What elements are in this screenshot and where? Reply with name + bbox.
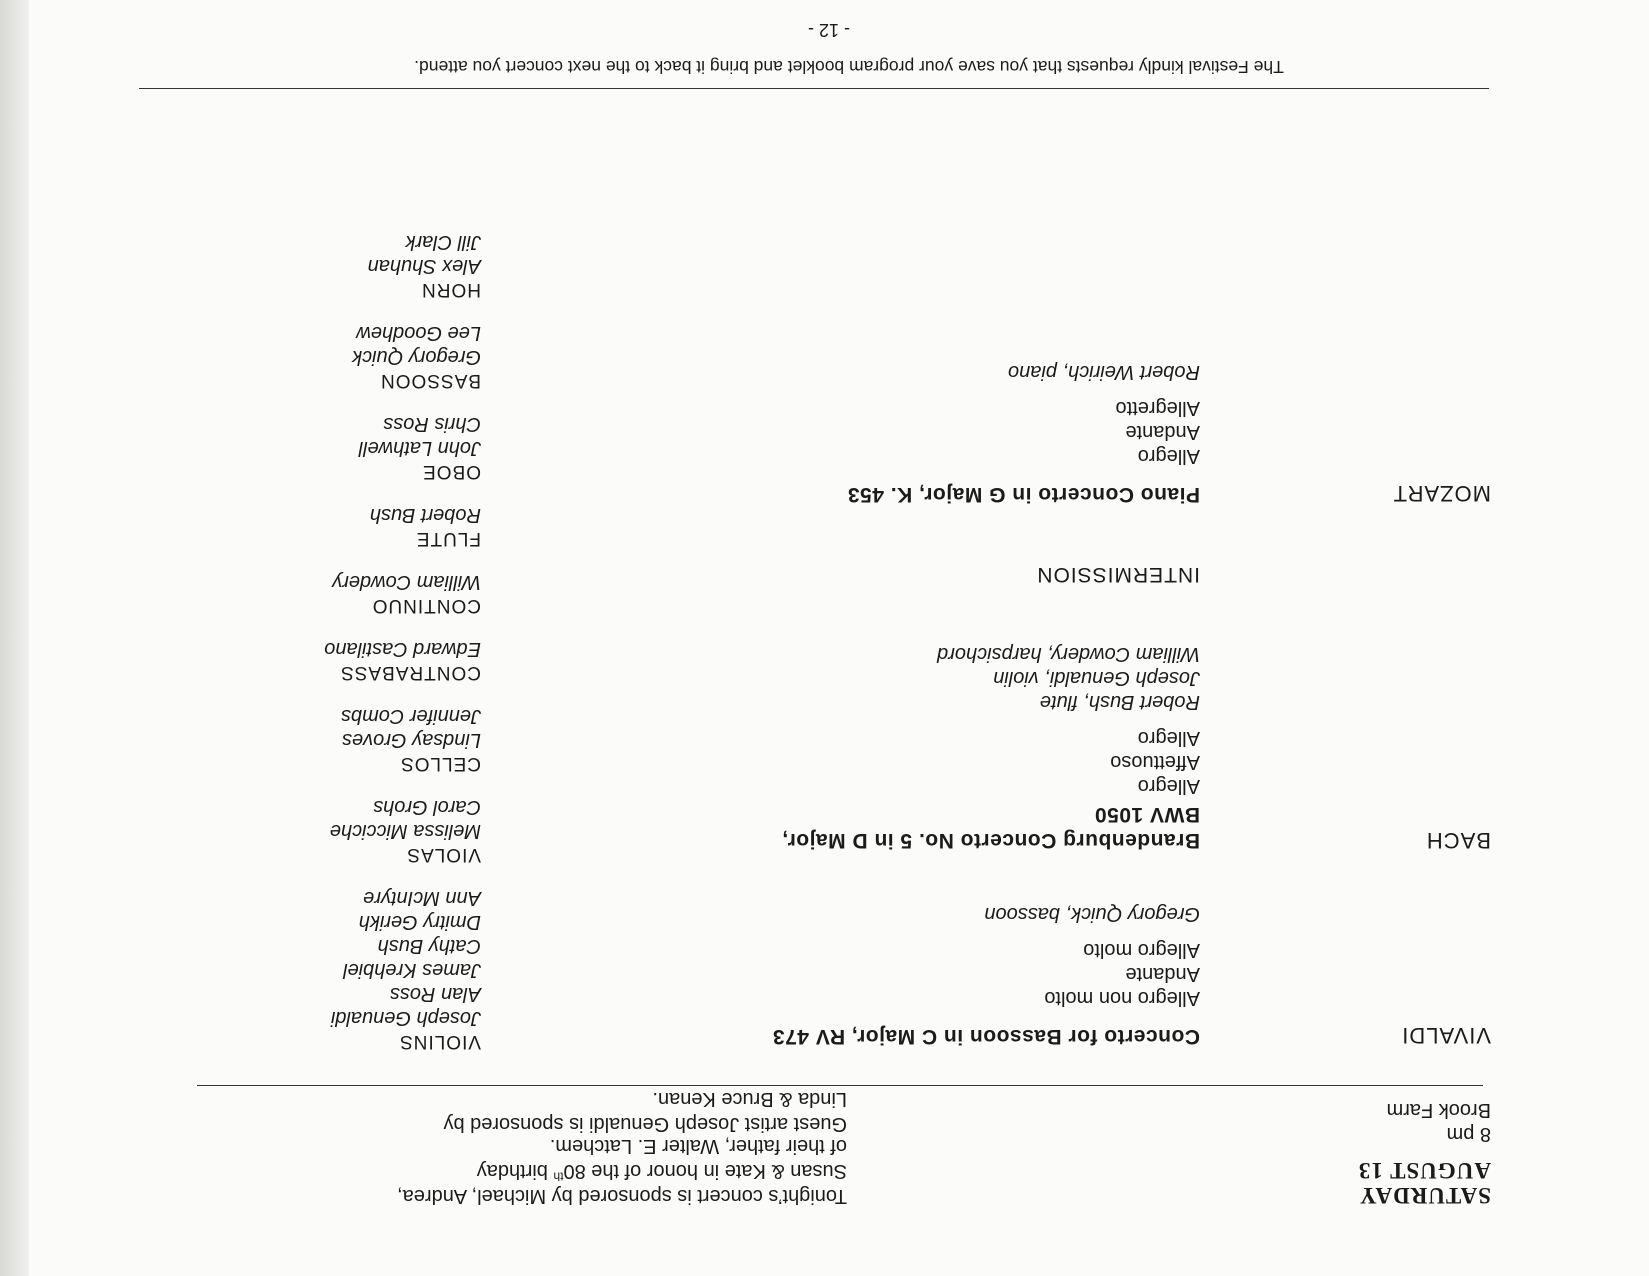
sponsor-line-3: of their father, Walter E. Latchem. bbox=[549, 1135, 847, 1157]
orchestra-roster bbox=[191, 209, 481, 1052]
footer-rule bbox=[139, 88, 1489, 89]
soloist: Joseph Genualdi, violin bbox=[993, 667, 1200, 689]
guest-line-1: Guest artist Joseph Genualdi is sponsored by bbox=[443, 1113, 847, 1135]
roster-section-violas bbox=[191, 795, 481, 865]
soloist-mozart: Robert Weirich, piano bbox=[1008, 361, 1200, 383]
musician: Dmitry Gerikh bbox=[358, 911, 481, 933]
movement: Andante bbox=[1125, 963, 1200, 985]
composer-vivaldi: VIVALDI bbox=[1401, 1023, 1491, 1048]
section-title: VIOLAS bbox=[406, 844, 481, 865]
sponsor-line-2-text: Susan & Kate in honor of the 80 bbox=[563, 1160, 847, 1182]
movement: Allegro non molto bbox=[1044, 987, 1200, 1009]
roster-section-cellos bbox=[191, 704, 481, 774]
section-title: VIOLINS bbox=[399, 1031, 481, 1052]
composer-bach: BACH bbox=[1425, 828, 1491, 853]
concert-time-venue bbox=[1387, 1098, 1491, 1146]
roster-section-flute bbox=[191, 503, 481, 549]
movement: Andante bbox=[1125, 421, 1200, 443]
work-bach-line-2: BWV 1050 bbox=[1094, 803, 1200, 826]
sponsor-line-1: Tonight’s concert is sponsored by Michael, Andrea, bbox=[397, 1185, 847, 1207]
sponsor-line-2-end: birthday bbox=[476, 1160, 554, 1182]
concert-venue: Brook Farm bbox=[1386, 1099, 1491, 1121]
section-title: CELLOS bbox=[400, 753, 481, 774]
musician: Cathy Bush bbox=[377, 935, 481, 957]
concert-day: SATURDAY bbox=[1359, 1183, 1491, 1208]
scan-edge bbox=[0, 0, 29, 1276]
concert-date bbox=[1358, 1158, 1491, 1208]
musician: William Cowdery bbox=[332, 571, 481, 593]
roster-section-continuo bbox=[191, 570, 481, 616]
movement: Affettuoso bbox=[1110, 751, 1200, 773]
musician: Alan Ross bbox=[389, 983, 481, 1005]
movement: Allegro bbox=[1137, 727, 1200, 749]
intermission-label: INTERMISSION bbox=[1036, 563, 1200, 586]
section-title: BASSOON bbox=[380, 370, 481, 391]
sponsor-note bbox=[397, 1133, 847, 1208]
musician: Melissa Micciche bbox=[329, 820, 481, 842]
movement: Allegro molto bbox=[1083, 939, 1200, 961]
movements-bach bbox=[1110, 726, 1200, 798]
section-title: CONTINUO bbox=[371, 595, 481, 616]
section-title: HORN bbox=[421, 279, 481, 300]
concert-time: 8 pm bbox=[1446, 1123, 1491, 1145]
roster-section-violins bbox=[191, 886, 481, 1052]
work-bach-line-1: Brandenburg Concerto No. 5 in D Major, bbox=[781, 829, 1200, 852]
musician: Gregory Quick bbox=[352, 346, 481, 368]
sponsor-line-2 bbox=[397, 1158, 847, 1183]
roster-section-bassoon bbox=[191, 321, 481, 391]
movement: Allegretto bbox=[1115, 397, 1200, 419]
page-number: - 12 - bbox=[808, 20, 851, 40]
guest-sponsor-note bbox=[443, 1086, 847, 1136]
movement: Allegro bbox=[1137, 445, 1200, 467]
musician: Lee Goodhew bbox=[356, 322, 481, 344]
musician: Ann McIntyre bbox=[363, 887, 481, 909]
composer-mozart: MOZART bbox=[1392, 481, 1491, 506]
musician: Chris Ross bbox=[383, 413, 481, 435]
soloist: William Cowdery, harpsichord bbox=[937, 643, 1200, 665]
header-rule bbox=[197, 1085, 1483, 1086]
musician: Joseph Genualdi bbox=[330, 1007, 481, 1029]
soloist: Robert Bush, flute bbox=[1039, 691, 1200, 713]
guest-line-2: Linda & Bruce Kenan. bbox=[652, 1088, 847, 1110]
musician: Robert Bush bbox=[369, 504, 481, 526]
roster-section-horn bbox=[191, 230, 481, 300]
movements-vivaldi bbox=[1044, 938, 1200, 1010]
musician: Edward Castilano bbox=[324, 638, 481, 660]
roster-section-oboe bbox=[191, 412, 481, 482]
ordinal-suffix: th bbox=[553, 1169, 564, 1184]
soloists-bach bbox=[937, 642, 1200, 714]
musician: Jill Clark bbox=[405, 231, 481, 253]
musician: Lindsay Groves bbox=[342, 729, 481, 751]
work-bach bbox=[782, 801, 1200, 853]
movement: Allegro bbox=[1137, 775, 1200, 797]
work-mozart: Piano Concerto in G Major, K. 453 bbox=[847, 483, 1200, 506]
section-title: CONTRABASS bbox=[340, 662, 481, 683]
musician: James Krehbiel bbox=[343, 959, 481, 981]
work-vivaldi: Concerto for Bassoon in C Major, RV 473 bbox=[772, 1025, 1200, 1048]
section-title: OBOE bbox=[422, 461, 481, 482]
footer-note: The Festival kindly requests that you save your program booklet and bring it back to the next concert you attend. bbox=[414, 57, 1284, 77]
soloist-vivaldi: Gregory Quick, bassoon bbox=[984, 903, 1200, 925]
musician: Alex Shuhan bbox=[367, 255, 481, 277]
movements-mozart bbox=[1116, 396, 1201, 468]
musician: John Lathwell bbox=[358, 437, 481, 459]
section-title: FLUTE bbox=[415, 528, 481, 549]
concert-date-text: AUGUST 13 bbox=[1357, 1158, 1491, 1183]
roster-section-contrabass bbox=[191, 637, 481, 683]
musician: Carol Grohs bbox=[373, 796, 481, 818]
musician: Jennifer Combs bbox=[340, 705, 481, 727]
